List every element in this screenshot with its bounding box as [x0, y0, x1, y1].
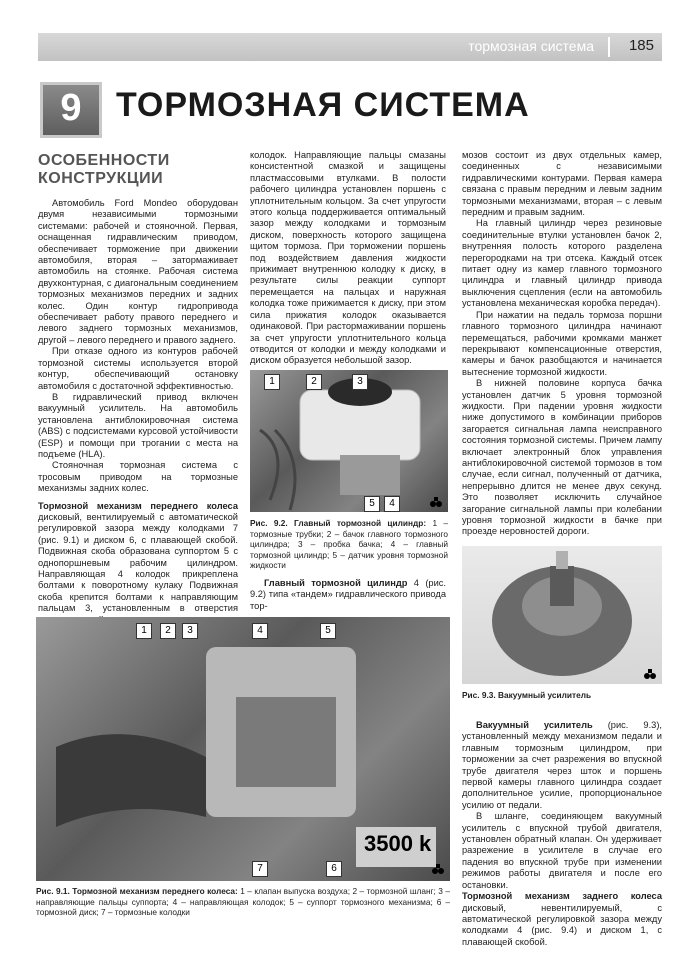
paragraph: При отказе одного из контуров рабочей тормозной системы используется второй контур, обеспечивающий остановку автомобиля с достаточной эффективностью. — [38, 346, 238, 391]
fig2-label: 4 — [384, 496, 400, 512]
figure-9-3-caption — [462, 690, 662, 701]
fig1-label: 6 — [326, 861, 342, 877]
caption-title: Рис. 9.1. Тормозной механизм переднего колеса: — [36, 886, 238, 896]
paragraph — [462, 720, 662, 811]
fig1-label: 1 — [136, 623, 152, 639]
paragraph: При нажатии на педаль тормоза поршни главного тормозного цилиндра начинают перемещаться, рабочими кромками манжет перекрывают компенсационные отверстия, камеры и бачок разобщаются и начинается вытеснение тормозной жидкости. — [462, 309, 662, 377]
fig1-label: 5 — [320, 623, 336, 639]
caption-text: 1 – тормозные трубки; 2 – бачок главного тормозного цилиндра; 3 – пробка бачка; 4 – главный тормозной цилиндр; 5 – датчик уровня тормозной жидкости — [250, 518, 449, 570]
camera-icon — [430, 496, 442, 508]
fig1-label: 2 — [160, 623, 176, 639]
figure-9-2-photo — [250, 370, 448, 512]
paragraph — [38, 501, 238, 626]
section-heading-line2: КОНСТРУКЦИИ — [38, 170, 164, 187]
page-header — [38, 33, 662, 61]
figure-9-1-caption — [36, 886, 450, 918]
bold-term: Вакуумный усилитель — [476, 720, 593, 730]
chapter-number-box — [40, 82, 102, 138]
figure-9-1-photo — [36, 617, 450, 881]
text-column-2-bottom — [250, 578, 446, 612]
header-section-title: тормозная система — [468, 38, 594, 54]
camera-icon — [432, 863, 444, 875]
chapter-title: ТОРМОЗНАЯ СИСТЕМА — [116, 86, 530, 124]
text-column-3 — [462, 150, 662, 538]
figure-9-2-caption — [250, 518, 448, 571]
fig1-label: 7 — [252, 861, 268, 877]
bold-term: Тормозной механизм заднего колеса — [462, 891, 662, 902]
camera-icon — [644, 668, 656, 680]
fig2-label: 1 — [264, 374, 280, 390]
bold-term: Главный тормозной цилиндр — [264, 578, 408, 588]
caption-text: 1 – клапан выпуска воздуха; 2 – тормозной шланг; 3 – направляющие пальцы суппорта; 4 – направляющая колодок; 5 – суппорт тормозного механизма; 6 – тормозной диск; 7 – тормозные колодки — [36, 886, 450, 917]
text-column-2 — [250, 150, 446, 367]
figure-9-3-photo — [462, 546, 662, 684]
caption-title: Рис. 9.3. Вакуумный усилитель — [462, 690, 592, 700]
paragraph: Стояночная тормозная система с тросовым приводом на тормозные механизмы задних колес. — [38, 460, 238, 494]
paragraph-text: 4 (рис. 9.2) типа «тандем» гидравлического привода тор- — [250, 578, 447, 611]
paragraph-text: дисковый, вентилируемый с автоматической регулировкой зазора между колодками 7 (рис. 9.1) и диском 6, с плавающей скобой. Подвижная скоба образована суппортом 5 с однопоршневым рабочим цилиндром. Направляющая 4 колодок прикреплена болтами к поворотному кулаку Подвижная скоба крепится болтами к направляющим пальцам 3, установленным в отверстия — [38, 511, 238, 614]
text-column-3-bottom — [462, 720, 662, 948]
fig2-label: 5 — [364, 496, 380, 512]
paragraph-text: дисковый, невентилируемый, с автоматической регулировкой зазора между колодками 4 (рис. 9.4) и диском 1, с плавающей скобой. — [462, 902, 662, 947]
paragraph — [250, 578, 446, 612]
paragraph: На главный цилиндр через резиновые соединительные втулки установлен бачок 2, внутренняя полость которого разделена перегородками на три отсека. Каждый отсек питает одну из камер главного тормозного цилиндра и главный цилиндр привода выключения сцепления (если на автомобиль установлена механическая коробка передач). — [462, 218, 662, 309]
paragraph: мозов состоит из двух отдельных камер, соединенных с независимыми гидравлическими контурами. Первая камера связана с правым передним и левым задним тормозными механизмами, вторая – с левым передним и правым задним. — [462, 150, 662, 218]
paragraph: В нижней половине корпуса бачка установлен датчик 5 уровня тормозной жидкости. При падении уровня жидкости ниже допустимого в комбинации приборов загорается сигнальная лампа неисправного состояния тормозной системы. Причем лампу включает электронный блок управления антиблокировочной системой тормозов в том случае, если сигнал, полученный от датчика, непрерывно длится не менее двух секунд. Это позволяет исключить случайное загорание сигнальной лампы при колебании уровня тормозной жидкости в бачке при проезде неровностей дороги. — [462, 378, 662, 537]
fig2-label: 3 — [352, 374, 368, 390]
paragraph — [462, 891, 662, 948]
fig1-label: 3 — [182, 623, 198, 639]
fig2-label: 2 — [306, 374, 322, 390]
page-number: 185 — [628, 37, 654, 54]
text-column-1 — [38, 198, 238, 626]
caption-title: Рис. 9.2. Главный тормозной цилиндр: — [250, 518, 427, 528]
paragraph-text: (рис. 9.3), установленный между механизмом педали и главным тормозным цилиндром, при торможении за счет разрежения во впускной трубе двигателя через шток и поршень первой камеры главного цилиндра создает дополнительное усилие, пропорциональное усилию от педали. — [462, 720, 662, 810]
chapter-number: 9 — [60, 87, 82, 129]
plate-text: 3500 k — [364, 831, 432, 856]
paragraph: Автомобиль Ford Mondeo оборудован двумя независимыми тормозными системами: рабочей и стояночной. Первая, оснащенная гидравлическим приводом, обеспечивает торможение при движении автомобиля, вторая – затормаживает автомобиль на стоянке. Рабочая система двухконтурная, с диагональным соединением тормозных механизмов передних и задних колес. Один контур гидропривода обеспечивает работу правого переднего и левого заднего тормозных механизмов, другой – левого переднего и правого заднего. — [38, 198, 238, 345]
bold-term: Тормозной механизм переднего колеса — [38, 500, 238, 511]
paragraph: В шланге, соединяющем вакуумный усилитель с впускной трубой двигателя, установлен обратный клапан. Он удерживает разрежение в усилителе в случае его падения во впускной трубе при изменении режимов работы двигателя и после его остановки. — [462, 811, 662, 890]
paragraph: В гидравлический привод включен вакуумный усилитель. На автомобиль установлена антиблокировочная система (ABS) с подсистемами курсовой устойчивости (ESP) и помощи при трогании с места на подъеме (HLA). — [38, 391, 238, 459]
paragraph: колодок. Направляющие пальцы смазаны консистентной смазкой и защищены пластмассовыми втулками. В полости рабочего цилиндра установлен поршень с уплотнительным кольцом. За счет упругости этого кольца поддерживается оптимальный зазор между колодками и тормозным диском, поверхность которого защищена щитом тормоза. При торможении поршень под воздействием давления жидкости прижимает внутреннюю колодку к диску, в результате силы реакции суппорт перемещается на пальцах и наружная колодка тоже прижимается к диску, при этом сила прижатия колодок оказывается одинаковой. При растормаживании поршень за счет упругости уплотнительного кольца отводится от колодки и между колодками и диском образуется небольшой зазор. — [250, 150, 446, 366]
header-divider — [608, 37, 610, 57]
fig1-label: 4 — [252, 623, 268, 639]
section-heading — [38, 152, 170, 188]
section-heading-line1: ОСОБЕННОСТИ — [38, 152, 170, 169]
